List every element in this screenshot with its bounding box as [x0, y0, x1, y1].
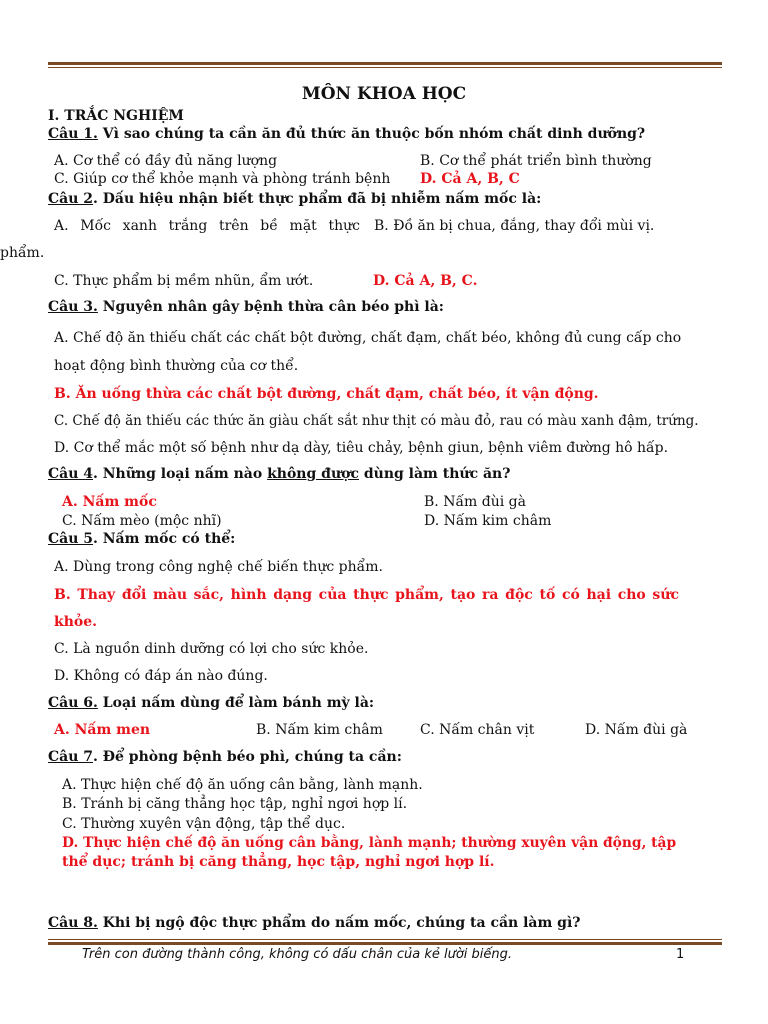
footer-rule [48, 939, 722, 945]
q5-option-c: C. Là nguồn dinh dưỡng có lợi cho sức khỏe. [54, 641, 369, 657]
q4-option-d: D. Nấm kim châm [424, 513, 552, 529]
q5-option-a: A. Dùng trong công nghệ chế biến thực phẩm. [54, 559, 383, 575]
q5-option-b-correct: B. Thay đổi màu sắc, hình dạng của thực phẩm, tạo ra độc tố có hại cho sức [54, 587, 679, 603]
q2-option-d-correct: D. Cả A, B, C. [373, 273, 478, 289]
header-rule [48, 62, 722, 68]
q7-option-d-continued: thể dục; tránh bị căng thẳng, học tập, nghỉ ngơi hợp lí. [62, 854, 495, 870]
q7-option-d-correct: D. Thực hiện chế độ ăn uống cân bằng, lành mạnh; thường xuyên vận động, tập [62, 835, 677, 851]
q5-option-d: D. Không có đáp án nào đúng. [54, 668, 268, 684]
q3-option-c: C. Chế độ ăn thiếu các thức ăn giàu chất sắt như thịt có màu đỏ, rau có màu xanh đậm, trứng. [54, 413, 699, 429]
question-8: Câu 8. Khi bị ngộ độc thực phẩm do nấm mốc, chúng ta cần làm gì? [48, 915, 581, 931]
q3-option-a: A. Chế độ ăn thiếu chất các chất bột đường, chất đạm, chất béo, không đủ cung cấp cho [54, 330, 682, 346]
q6-option-d: D. Nấm đùi gà [585, 722, 688, 738]
question-5: Câu 5. Nấm mốc có thể: [48, 531, 236, 547]
q1-option-b: B. Cơ thể phát triển bình thường [420, 153, 652, 169]
q2-option-a: A. Mốc xanh trắng trên bề mặt thực [54, 218, 360, 234]
question-6: Câu 6. Loại nấm dùng để làm bánh mỳ là: [48, 695, 375, 711]
q2-option-a-continued: phẩm. [0, 245, 45, 261]
question-3: Câu 3. Nguyên nhân gây bệnh thừa cân béo phì là: [48, 299, 444, 315]
q4-option-a-correct: A. Nấm mốc [62, 494, 157, 510]
page-number: 1 [676, 947, 685, 962]
q3-option-b-correct: B. Ăn uống thừa các chất bột đường, chất đạm, chất béo, ít vận động. [54, 386, 599, 402]
section-heading: I. TRẮC NGHIỆM [48, 108, 184, 124]
question-1: Câu 1. Vì sao chúng ta cần ăn đủ thức ăn thuộc bốn nhóm chất dinh dưỡng? [48, 126, 646, 142]
q7-option-c: C. Thường xuyên vận động, tập thể dục. [62, 816, 346, 832]
q3-option-d: D. Cơ thể mắc một số bệnh như dạ dày, tiêu chảy, bệnh giun, bệnh viêm đường hô hấp. [54, 440, 669, 456]
q7-option-a: A. Thực hiện chế độ ăn uống cân bằng, lành mạnh. [62, 777, 423, 793]
q1-option-a: A. Cơ thể có đầy đủ năng lượng [54, 153, 278, 169]
q6-option-b: B. Nấm kim châm [256, 722, 383, 738]
q4-option-b: B. Nấm đùi gà [424, 494, 526, 510]
q7-option-b: B. Tránh bị căng thẳng học tập, nghỉ ngơi hợp lí. [62, 796, 408, 812]
question-7: Câu 7. Để phòng bệnh béo phì, chúng ta cần: [48, 749, 402, 765]
q2-option-b: B. Đồ ăn bị chua, đắng, thay đổi mùi vị. [374, 218, 655, 234]
q4-option-c: C. Nấm mèo (mộc nhĩ) [62, 513, 222, 529]
q6-option-a-correct: A. Nấm men [54, 722, 151, 738]
q1-option-c: C. Giúp cơ thể khỏe mạnh và phòng tránh bệnh [54, 171, 391, 187]
q3-option-a-continued: hoạt động bình thường của cơ thể. [54, 358, 299, 374]
question-4: Câu 4. Những loại nấm nào không được dùng làm thức ăn? [48, 466, 511, 482]
q2-option-c: C. Thực phẩm bị mềm nhũn, ẩm ướt. [54, 273, 314, 289]
q6-option-c: C. Nấm chân vịt [420, 722, 535, 738]
question-2: Câu 2. Dấu hiệu nhận biết thực phẩm đã bị nhiễm nấm mốc là: [48, 191, 542, 207]
q1-option-d-correct: D. Cả A, B, C [420, 171, 520, 187]
q5-option-b-continued: khỏe. [54, 614, 97, 630]
footer-quote: Trên con đường thành công, không có dấu chân của kẻ lười biếng. [82, 947, 513, 962]
page-title: MÔN KHOA HỌC [301, 84, 467, 104]
